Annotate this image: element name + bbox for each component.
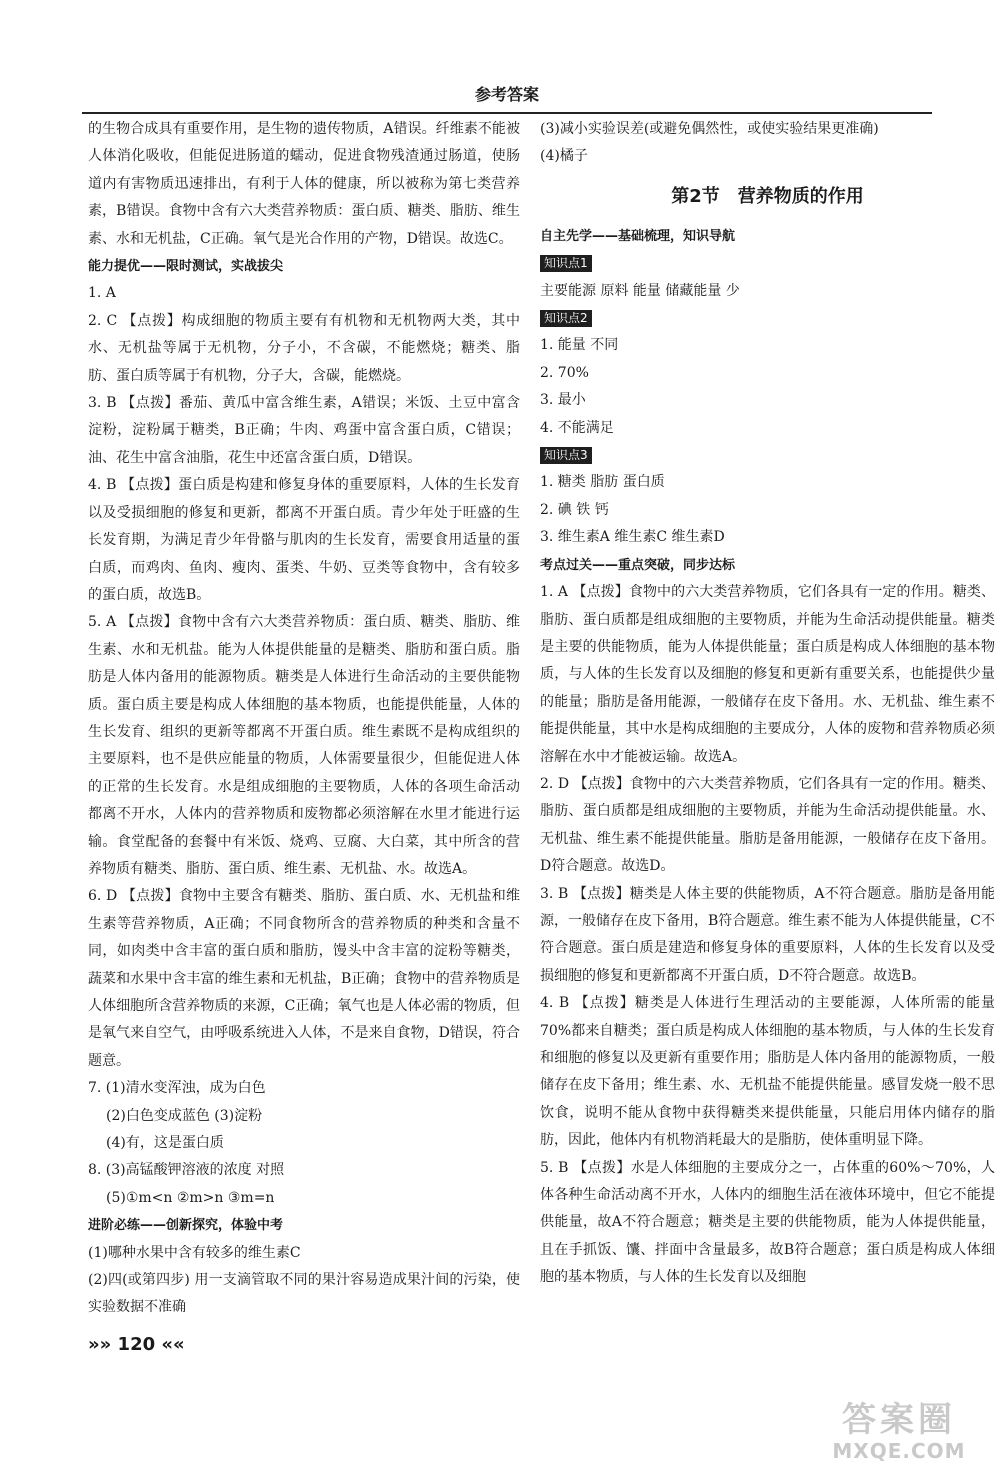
answer-6: 6. D 【点拨】食物中主要含有糖类、脂肪、蛋白质、水、无机盐和维生素等营养物质，A正确；不同食物所含的营养物质的种类和含量不同，如肉类中含丰富的蛋白质和脂肪，馒头中含丰富的淀粉等糖类，蔬菜和水果中含丰富的维生素和无机盐，B正确；食物中的营养物质是人体细胞所含营养物质的来源，C正确；氧气也是人体必需的物质，但是氧气来自空气，由呼吸系统进入人体，不是来自食物，D错误，符合题意。 <box>88 888 520 1069</box>
chapter-number: 第2节 <box>671 185 720 207</box>
page-number: 120 <box>117 1334 156 1355</box>
answer-8-part-a: 8. (3)高锰酸钾溶液的浓度 对照 <box>88 1162 285 1179</box>
exam-answer-2: 2. D 【点拨】食物中的六大类营养物质，它们各具有一定的作用。糖类、脂肪、蛋白质都是组成细胞的主要物质，并能为生命活动提供能量。水、无机盐、维生素不能提供能量。脂肪是备用能源，一般储存在皮下备用。D符合题意。故选D。 <box>540 775 995 875</box>
knowledge-point-2-item: 4. 不能满足 <box>540 419 614 436</box>
knowledge-point-3-item: 1. 糖类 脂肪 蛋白质 <box>540 474 665 491</box>
chapter-heading <box>540 175 995 219</box>
explore-2: (2)四(或第四步) 用一支滴管取不同的果汁容易造成果汁间的污染，使实验数据不准确 <box>88 1272 520 1316</box>
page-header <box>82 80 932 114</box>
answer-4: 4. B 【点拨】蛋白质是构建和修复身体的重要原料，人体的生长发育以及受损细胞的修复和更新，都离不开蛋白质。青少年处于旺盛的生长发育期，为满足青少年骨骼与肌肉的生长发育，需要食用适量的蛋白质，而鸡肉、鱼肉、瘦肉、蛋类、牛奶、豆类等食物中，含有较多的蛋白质，故选B。 <box>88 477 520 603</box>
knowledge-point-2-tag: 知识点2 <box>540 310 592 327</box>
knowledge-point-2-item: 2. 70% <box>540 364 589 381</box>
exam-answer-3: 3. B 【点拨】糖类是人体主要的供能物质，A不符合题意。脂肪是备用能源，一般储存在皮下备用，B符合题意。维生素不能为人体提供能量，C不符合题意。蛋白质是建造和修复身体的重要原料，人体的生长发育以及受损细胞的修复和更新都离不开蛋白质，D不符合题意。故选B。 <box>540 885 995 984</box>
knowledge-point-3-item: 3. 维生素A 维生素C 维生素D <box>540 529 725 546</box>
watermark <box>804 1400 994 1466</box>
knowledge-point-1-answer: 主要能源 原料 能量 储藏能量 少 <box>540 282 740 299</box>
knowledge-point-2-item: 1. 能量 不同 <box>540 337 619 354</box>
chapter-title: 营养物质的作用 <box>737 185 864 207</box>
right-column <box>540 116 995 1292</box>
exam-answer-5: 5. B 【点拨】水是人体细胞的主要成分之一，占体重的60%～70%，人体各种生命活动离不开水，人体内的细胞生活在液体环境中，但它不能提供能量，故A不符合题意；糖类是主要的供能物质，能为人体提供能量，且在手抓饭、馕、拌面中含量最多，故B符合题意；蛋白质是构成人体细胞的基本物质，与人体的生长发育以及细胞 <box>540 1159 995 1286</box>
section-heading-ability: 能力提优——限时测试，实战拔尖 <box>88 259 284 275</box>
answer-1: 1. A <box>88 285 116 302</box>
answer-5: 5. A 【点拨】食物中含有六大类营养物质：蛋白质、糖类、脂肪、维生素、水和无机盐。能为人体提供能量的是糖类、脂肪和蛋白质。脂肪是人体内备用的能源物质。糖类是人体进行生命活动的主要供能物质。蛋白质主要是构成人体细胞的基本物质，也能提供能量，人体的生长发育、组织的更新等都离不开蛋白质。维生素既不是构成组织的主要原料，也不是供应能量的物质，人体需要量很少，但能促进人体的正常的生长发育。水是组成细胞的主要物质，人体的各项生命活动都离不开水，人体内的营养物质和废物都必须溶解在水里才能进行运输。食堂配备的套餐中有米饭、烧鸡、豆腐、大白菜，其中所含的营养物质有糖类、脂肪、蛋白质、维生素、无机盐、水。故选A。 <box>88 614 520 877</box>
section-heading-self-study: 自主先学——基础梳理，知识导航 <box>540 228 736 244</box>
intro-paragraph: 的生物合成具有重要作用，是生物的遗传物质，A错误。纤维素不能被人体消化吸收，但能促进肠道的蠕动，促进食物残渣通过肠道，使肠道内有害物质迅速排出，有利于人体的健康，所以被称为第七类营养素，B错误。食物中含有六大类营养物质：蛋白质、糖类、脂肪、维生素、水和无机盐，C正确。氧气是光合作用的产物，D错误。故选C。 <box>88 121 520 247</box>
answer-7-part-a: 7. (1)清水变浑浊，成为白色 <box>88 1080 266 1097</box>
explore-4: (4)橘子 <box>540 148 588 165</box>
explore-1: (1)哪种水果中含有较多的维生素C <box>88 1244 301 1261</box>
section-heading-advanced: 进阶必练——创新探究，体验中考 <box>88 1218 284 1234</box>
answer-2: 2. C 【点拨】构成细胞的物质主要有有机物和无机物两大类，其中水、无机盐等属于无机物，分子小，不含碳，不能燃烧；糖类、脂肪、蛋白质等属于有机物，分子大，含碳，能燃烧。 <box>88 312 520 384</box>
knowledge-point-1-tag: 知识点1 <box>540 255 592 272</box>
knowledge-point-3-tag: 知识点3 <box>540 447 592 464</box>
header-title: 参考答案 <box>474 85 539 104</box>
answer-7-part-b: (2)白色变成蓝色 (3)淀粉 <box>106 1107 263 1124</box>
page-number-footer <box>88 1334 185 1355</box>
knowledge-point-3-item: 2. 碘 铁 钙 <box>540 501 609 518</box>
knowledge-point-2-item: 3. 最小 <box>540 392 586 409</box>
exam-answer-4: 4. B 【点拨】糖类是人体进行生理活动的主要能源，人体所需的能量70%都来自糖类；蛋白质是构成人体细胞的基本物质，与人体的生长发育和细胞的修复以及更新有重要作用；脂肪是人体内备用的能源物质，一般储存在皮下备用；维生素、水、无机盐不能提供能量。感冒发烧一般不思饮食，说明不能从食物中获得糖类来提供能量，只能启用体内储存的脂肪，因此，他体内有机物消耗最大的是脂肪，使体重明显下降。 <box>540 995 995 1149</box>
double-chevron-right-icon: »» <box>88 1334 112 1355</box>
watermark-site: MXQE.COM <box>832 1439 966 1463</box>
answer-7-part-c: (4)有，这是蛋白质 <box>106 1135 224 1152</box>
answer-8-part-b: (5)①m<n ②m>n ③m=n <box>106 1189 275 1206</box>
section-heading-exam-points: 考点过关——重点突破，同步达标 <box>540 557 736 573</box>
exam-answer-1: 1. A 【点拨】食物中的六大类营养物质，它们各具有一定的作用。糖类、脂肪、蛋白质都是组成细胞的主要物质，并能为生命活动提供能量。糖类是主要的供能物质，能为人体提供能量；蛋白质是构成人体细胞的基本物质，与人体的生长发育以及细胞的修复和更新有重要关系，也能提供少量的能量；脂肪是备用能源，一般储存在皮下备用。水、无机盐、维生素不能提供能量，其中水是构成细胞的主要成分，人体的废物和营养物质必须溶解在水中才能被运输。故选A。 <box>540 584 995 765</box>
answer-3: 3. B 【点拨】番茄、黄瓜中富含维生素，A错误；米饭、土豆中富含淀粉，淀粉属于糖类，B正确；牛肉、鸡蛋中富含蛋白质，C错误；油、花生中富含油脂，花生中还富含蛋白质，D错误。 <box>88 395 520 466</box>
watermark-logo: 答案圈 <box>842 1400 956 1440</box>
left-column <box>88 116 520 1322</box>
double-chevron-left-icon: «« <box>161 1334 185 1355</box>
explore-3: (3)减小实验误差(或避免偶然性，或使实验结果更准确) <box>540 121 879 137</box>
